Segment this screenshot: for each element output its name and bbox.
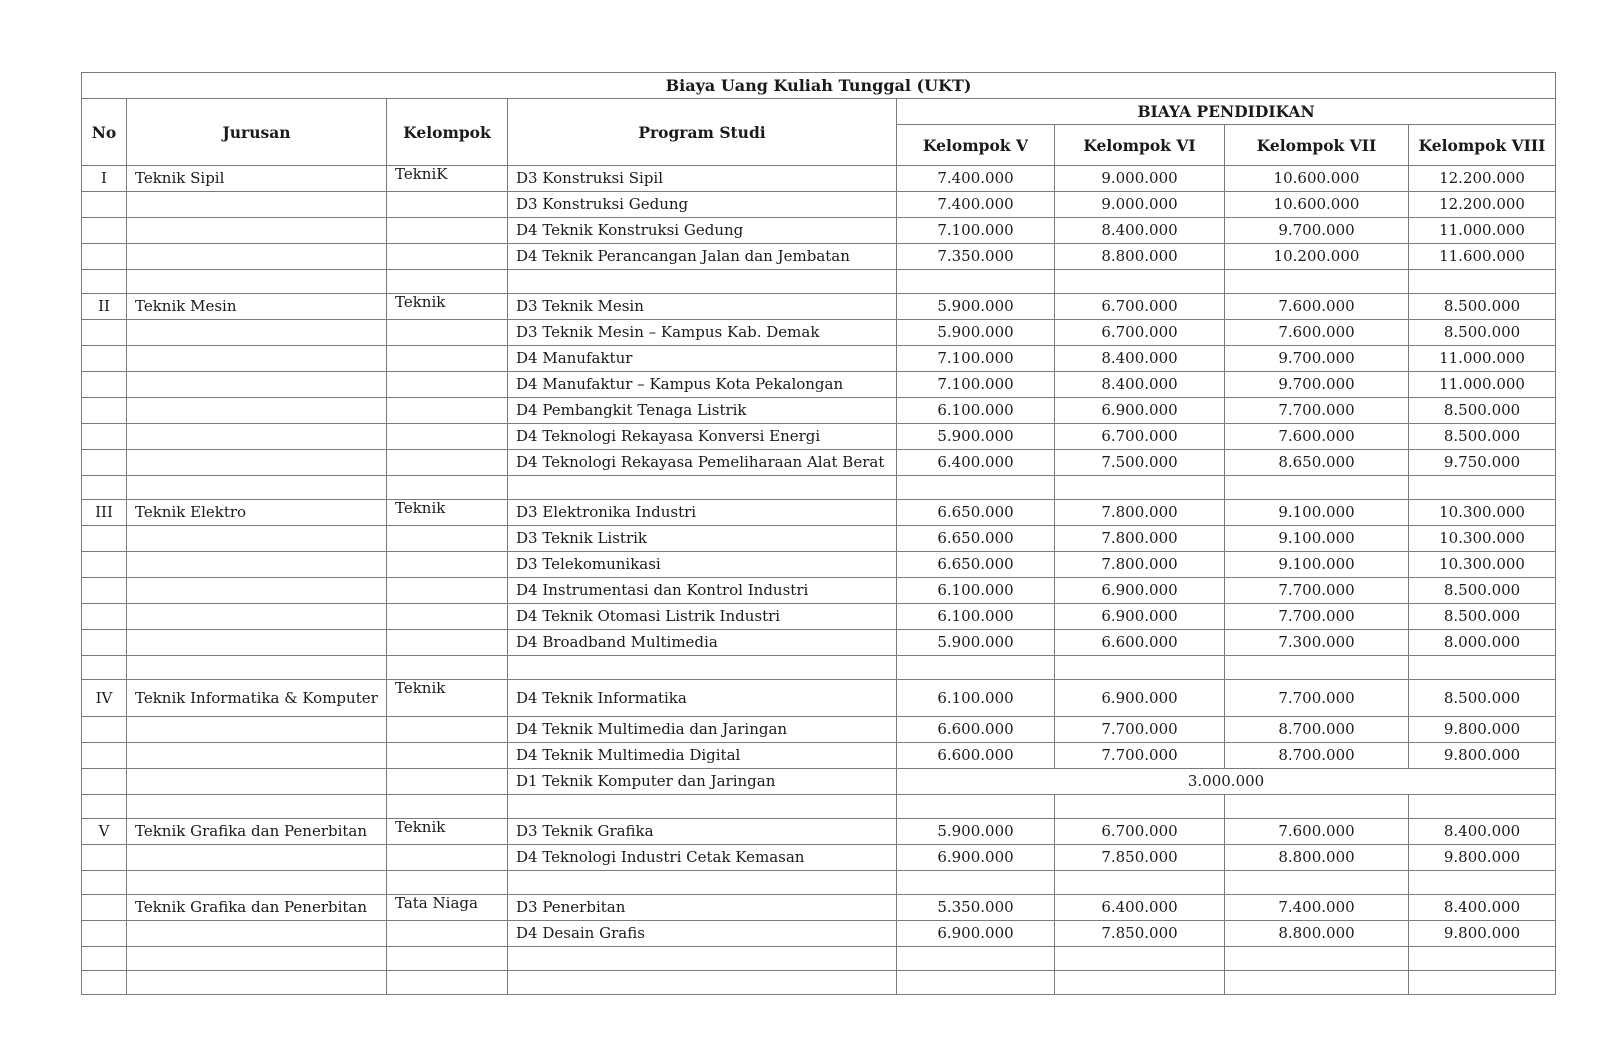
empty-cell [1055,656,1225,680]
cell-no [82,743,127,769]
cell-jurusan [127,320,387,346]
empty-cell [1225,476,1409,500]
cell-no [82,398,127,424]
cell-kelompok-v: 7.100.000 [897,218,1055,244]
cell-jurusan [127,630,387,656]
table-row [82,552,1556,578]
empty-cell [1225,971,1409,995]
cell-kelompok [387,398,508,424]
empty-cell [387,656,508,680]
empty-cell [387,947,508,971]
table-title: Biaya Uang Kuliah Tunggal (UKT) [82,73,1556,99]
cell-jurusan: Teknik Sipil [127,166,387,192]
cell-kelompok-viii: 11.600.000 [1409,244,1556,270]
cell-program-studi: D3 Penerbitan [508,895,897,921]
cell-no [82,552,127,578]
empty-cell [387,871,508,895]
cell-kelompok-vi: 8.400.000 [1055,346,1225,372]
cell-kelompok-vi: 7.700.000 [1055,717,1225,743]
cell-no [82,218,127,244]
cell-program-studi: D4 Teknik Konstruksi Gedung [508,218,897,244]
cell-kelompok-v: 5.900.000 [897,424,1055,450]
cell-jurusan [127,769,387,795]
cell-kelompok-vi: 6.600.000 [1055,630,1225,656]
empty-cell [82,795,127,819]
cell-program-studi: D1 Teknik Komputer dan Jaringan [508,769,897,795]
cell-kelompok-vi: 7.800.000 [1055,552,1225,578]
empty-cell [897,656,1055,680]
cell-program-studi: D4 Teknik Otomasi Listrik Industri [508,604,897,630]
header-kelompok-vii: Kelompok VII [1225,125,1409,166]
cell-kelompok-viii: 8.000.000 [1409,630,1556,656]
cell-program-studi: D4 Teknik Perancangan Jalan dan Jembatan [508,244,897,270]
empty-cell [1409,947,1556,971]
empty-cell [82,656,127,680]
cell-kelompok-vi: 6.400.000 [1055,895,1225,921]
empty-cell [82,971,127,995]
empty-cell [127,656,387,680]
cell-kelompok-vii: 7.700.000 [1225,680,1409,717]
empty-cell [1055,871,1225,895]
cell-kelompok-v: 6.100.000 [897,680,1055,717]
cell-program-studi: D4 Pembangkit Tenaga Listrik [508,398,897,424]
cell-kelompok-v: 6.100.000 [897,578,1055,604]
table-row [82,294,1556,320]
cell-kelompok-v: 6.900.000 [897,845,1055,871]
cell-kelompok-vii: 8.700.000 [1225,717,1409,743]
cell-no: V [82,819,127,845]
cell-kelompok-vi: 6.900.000 [1055,578,1225,604]
cell-kelompok-vii: 7.400.000 [1225,895,1409,921]
table-row [82,372,1556,398]
cell-kelompok-vii: 7.300.000 [1225,630,1409,656]
empty-cell [508,476,897,500]
header-kelompok-viii: Kelompok VIII [1409,125,1556,166]
cell-jurusan [127,604,387,630]
cell-kelompok-vi: 6.900.000 [1055,398,1225,424]
cell-program-studi: D3 Teknik Mesin – Kampus Kab. Demak [508,320,897,346]
cell-kelompok-vii: 7.600.000 [1225,424,1409,450]
cell-kelompok-viii: 11.000.000 [1409,346,1556,372]
empty-cell [897,971,1055,995]
cell-kelompok-vi: 8.800.000 [1055,244,1225,270]
cell-kelompok-v: 6.900.000 [897,921,1055,947]
cell-kelompok-v: 6.600.000 [897,743,1055,769]
cell-jurusan: Teknik Grafika dan Penerbitan [127,895,387,921]
cell-no [82,424,127,450]
table-row [82,743,1556,769]
empty-cell [387,971,508,995]
table-spacer-row [82,476,1556,500]
cell-kelompok-v: 6.600.000 [897,717,1055,743]
cell-kelompok-v: 6.100.000 [897,604,1055,630]
cell-program-studi: D4 Desain Grafis [508,921,897,947]
cell-kelompok-vii: 9.100.000 [1225,552,1409,578]
empty-cell [508,971,897,995]
cell-kelompok-v: 7.100.000 [897,372,1055,398]
empty-cell [508,270,897,294]
cell-kelompok [387,450,508,476]
empty-cell [1409,795,1556,819]
cell-program-studi: D4 Teknik Multimedia Digital [508,743,897,769]
cell-kelompok-viii: 10.300.000 [1409,552,1556,578]
header-kelompok: Kelompok [387,99,508,166]
cell-jurusan [127,450,387,476]
cell-no [82,244,127,270]
table-row [82,500,1556,526]
cell-kelompok-v: 5.900.000 [897,819,1055,845]
cell-kelompok-viii: 9.800.000 [1409,921,1556,947]
cell-kelompok-v: 5.900.000 [897,630,1055,656]
cell-kelompok [387,526,508,552]
empty-cell [387,476,508,500]
cell-no [82,717,127,743]
table-row [82,578,1556,604]
cell-no: IV [82,680,127,717]
cell-kelompok [387,192,508,218]
cell-program-studi: D3 Telekomunikasi [508,552,897,578]
header-biaya-pendidikan: BIAYA PENDIDIKAN [897,99,1556,125]
cell-kelompok-v: 6.650.000 [897,500,1055,526]
cell-kelompok-v: 7.100.000 [897,346,1055,372]
empty-cell [897,476,1055,500]
cell-kelompok-vi: 6.700.000 [1055,424,1225,450]
empty-cell [127,476,387,500]
empty-cell [1225,270,1409,294]
cell-program-studi: D3 Teknik Mesin [508,294,897,320]
cell-kelompok-vi: 7.850.000 [1055,845,1225,871]
empty-cell [387,795,508,819]
cell-no [82,921,127,947]
cell-kelompok-viii: 8.400.000 [1409,895,1556,921]
cell-kelompok [387,921,508,947]
cell-kelompok: Tata Niaga [387,895,508,921]
cell-kelompok: TekniK [387,166,508,192]
header-kelompok-v: Kelompok V [897,125,1055,166]
cell-program-studi: D4 Manufaktur – Kampus Kota Pekalongan [508,372,897,398]
header-program-studi: Program Studi [508,99,897,166]
cell-kelompok-vi: 7.800.000 [1055,500,1225,526]
empty-cell [897,270,1055,294]
cell-kelompok-vii: 8.800.000 [1225,845,1409,871]
cell-kelompok-viii: 9.750.000 [1409,450,1556,476]
cell-kelompok [387,604,508,630]
cell-kelompok-viii: 8.400.000 [1409,819,1556,845]
cell-program-studi: D3 Konstruksi Sipil [508,166,897,192]
cell-kelompok [387,769,508,795]
cell-biaya-merged: 3.000.000 [897,769,1556,795]
table-row [82,604,1556,630]
cell-kelompok-vi: 8.400.000 [1055,372,1225,398]
cell-kelompok-vii: 10.600.000 [1225,166,1409,192]
cell-no [82,604,127,630]
cell-kelompok-vii: 8.650.000 [1225,450,1409,476]
table-spacer-row [82,971,1556,995]
table-row [82,320,1556,346]
cell-kelompok [387,372,508,398]
table-spacer-row [82,656,1556,680]
table-spacer-row [82,795,1556,819]
cell-program-studi: D3 Konstruksi Gedung [508,192,897,218]
empty-cell [1409,476,1556,500]
cell-kelompok-v: 6.400.000 [897,450,1055,476]
table-spacer-row [82,270,1556,294]
cell-kelompok-vii: 8.800.000 [1225,921,1409,947]
empty-cell [508,947,897,971]
cell-kelompok [387,552,508,578]
cell-kelompok-vii: 9.100.000 [1225,500,1409,526]
cell-kelompok-v: 5.900.000 [897,320,1055,346]
cell-kelompok-vi: 6.700.000 [1055,320,1225,346]
cell-jurusan [127,346,387,372]
header-kelompok-vi: Kelompok VI [1055,125,1225,166]
cell-program-studi: D4 Broadband Multimedia [508,630,897,656]
table-row [82,424,1556,450]
cell-no: I [82,166,127,192]
cell-no [82,192,127,218]
empty-cell [1225,947,1409,971]
cell-kelompok [387,717,508,743]
cell-kelompok-vi: 7.800.000 [1055,526,1225,552]
table-row [82,244,1556,270]
cell-kelompok-viii: 8.500.000 [1409,320,1556,346]
cell-no [82,630,127,656]
empty-cell [387,270,508,294]
empty-cell [1055,947,1225,971]
cell-no [82,769,127,795]
table-row [82,346,1556,372]
cell-kelompok [387,218,508,244]
empty-cell [127,795,387,819]
table-row [82,717,1556,743]
empty-cell [508,871,897,895]
empty-cell [127,971,387,995]
cell-kelompok-viii: 12.200.000 [1409,192,1556,218]
empty-cell [1409,971,1556,995]
cell-kelompok-viii: 9.800.000 [1409,717,1556,743]
header-jurusan: Jurusan [127,99,387,166]
cell-program-studi: D4 Teknologi Industri Cetak Kemasan [508,845,897,871]
cell-program-studi: D4 Manufaktur [508,346,897,372]
cell-jurusan [127,192,387,218]
cell-kelompok-vi: 6.700.000 [1055,294,1225,320]
table-row [82,166,1556,192]
cell-jurusan: Teknik Elektro [127,500,387,526]
cell-kelompok-viii: 9.800.000 [1409,743,1556,769]
cell-program-studi: D3 Teknik Grafika [508,819,897,845]
cell-jurusan [127,552,387,578]
cell-kelompok: Teknik [387,680,508,717]
cell-kelompok-viii: 8.500.000 [1409,398,1556,424]
cell-kelompok-v: 6.650.000 [897,526,1055,552]
cell-kelompok-vii: 10.200.000 [1225,244,1409,270]
empty-cell [1409,871,1556,895]
table-row [82,526,1556,552]
empty-cell [127,947,387,971]
cell-kelompok-vii: 7.600.000 [1225,320,1409,346]
cell-kelompok-vii: 8.700.000 [1225,743,1409,769]
cell-jurusan: Teknik Mesin [127,294,387,320]
cell-kelompok-vi: 6.700.000 [1055,819,1225,845]
empty-cell [1055,270,1225,294]
table-row [82,680,1556,717]
empty-cell [1055,795,1225,819]
cell-kelompok-vii: 9.700.000 [1225,218,1409,244]
cell-program-studi: D3 Elektronika Industri [508,500,897,526]
table-row [82,819,1556,845]
cell-kelompok-viii: 10.300.000 [1409,500,1556,526]
empty-cell [1409,270,1556,294]
table-row [82,630,1556,656]
empty-cell [127,871,387,895]
table-body [82,166,1556,995]
cell-jurusan [127,526,387,552]
cell-no [82,526,127,552]
cell-kelompok-v: 6.100.000 [897,398,1055,424]
cell-jurusan [127,845,387,871]
empty-cell [82,270,127,294]
cell-jurusan [127,921,387,947]
cell-kelompok [387,845,508,871]
empty-cell [897,795,1055,819]
cell-kelompok-vi: 7.500.000 [1055,450,1225,476]
cell-kelompok-vii: 10.600.000 [1225,192,1409,218]
cell-kelompok-vi: 7.700.000 [1055,743,1225,769]
empty-cell [897,947,1055,971]
empty-cell [1055,476,1225,500]
cell-kelompok-v: 5.350.000 [897,895,1055,921]
cell-kelompok-vi: 9.000.000 [1055,192,1225,218]
cell-kelompok-viii: 8.500.000 [1409,680,1556,717]
empty-cell [508,795,897,819]
cell-kelompok-vi: 6.900.000 [1055,680,1225,717]
empty-cell [897,871,1055,895]
empty-cell [82,476,127,500]
cell-no [82,320,127,346]
cell-kelompok: Teknik [387,294,508,320]
cell-kelompok-viii: 8.500.000 [1409,578,1556,604]
cell-kelompok [387,320,508,346]
cell-no [82,450,127,476]
cell-kelompok-vii: 7.700.000 [1225,578,1409,604]
cell-jurusan [127,424,387,450]
cell-kelompok-vi: 6.900.000 [1055,604,1225,630]
cell-jurusan: Teknik Grafika dan Penerbitan [127,819,387,845]
table-row [82,769,1556,795]
table-row [82,845,1556,871]
empty-cell [127,270,387,294]
cell-kelompok [387,578,508,604]
cell-kelompok [387,743,508,769]
cell-jurusan [127,398,387,424]
cell-kelompok-vi: 8.400.000 [1055,218,1225,244]
cell-program-studi: D3 Teknik Listrik [508,526,897,552]
cell-kelompok-vii: 7.600.000 [1225,819,1409,845]
cell-program-studi: D4 Teknologi Rekayasa Pemeliharaan Alat Berat [508,450,897,476]
empty-cell [508,656,897,680]
table-spacer-row [82,947,1556,971]
cell-kelompok [387,244,508,270]
table-row [82,921,1556,947]
cell-kelompok-vii: 9.700.000 [1225,346,1409,372]
cell-kelompok [387,630,508,656]
cell-kelompok-v: 6.650.000 [897,552,1055,578]
cell-kelompok-viii: 8.500.000 [1409,604,1556,630]
empty-cell [1055,971,1225,995]
cell-program-studi: D4 Instrumentasi dan Kontrol Industri [508,578,897,604]
cell-no: II [82,294,127,320]
empty-cell [1409,656,1556,680]
cell-kelompok-viii: 8.500.000 [1409,294,1556,320]
table-row [82,450,1556,476]
table-spacer-row [82,871,1556,895]
cell-kelompok-vi: 9.000.000 [1055,166,1225,192]
cell-kelompok-v: 7.400.000 [897,192,1055,218]
cell-jurusan: Teknik Informatika & Komputer [127,680,387,717]
table-row [82,895,1556,921]
cell-kelompok [387,346,508,372]
empty-cell [82,947,127,971]
cell-no [82,346,127,372]
cell-kelompok-vii: 9.100.000 [1225,526,1409,552]
cell-program-studi: D4 Teknik Multimedia dan Jaringan [508,717,897,743]
cell-kelompok [387,424,508,450]
cell-no: III [82,500,127,526]
cell-program-studi: D4 Teknik Informatika [508,680,897,717]
cell-kelompok-v: 7.350.000 [897,244,1055,270]
cell-jurusan [127,743,387,769]
cell-kelompok-viii: 11.000.000 [1409,372,1556,398]
cell-program-studi: D4 Teknologi Rekayasa Konversi Energi [508,424,897,450]
cell-kelompok-vii: 9.700.000 [1225,372,1409,398]
cell-kelompok: Teknik [387,819,508,845]
cell-kelompok: Teknik [387,500,508,526]
empty-cell [1225,656,1409,680]
cell-jurusan [127,372,387,398]
cell-jurusan [127,578,387,604]
table-row [82,398,1556,424]
cell-jurusan [127,717,387,743]
cell-no [82,578,127,604]
empty-cell [1225,871,1409,895]
cell-kelompok-viii: 9.800.000 [1409,845,1556,871]
cell-kelompok-vii: 7.700.000 [1225,398,1409,424]
empty-cell [82,871,127,895]
cell-kelompok-viii: 12.200.000 [1409,166,1556,192]
cell-kelompok-v: 5.900.000 [897,294,1055,320]
empty-cell [1225,795,1409,819]
table-row [82,192,1556,218]
cell-kelompok-vi: 7.850.000 [1055,921,1225,947]
cell-no [82,845,127,871]
ukt-table [81,72,1556,995]
cell-no [82,895,127,921]
cell-kelompok-viii: 11.000.000 [1409,218,1556,244]
cell-no [82,372,127,398]
cell-jurusan [127,244,387,270]
cell-kelompok-viii: 10.300.000 [1409,526,1556,552]
table-row [82,218,1556,244]
cell-kelompok-vii: 7.700.000 [1225,604,1409,630]
header-no: No [82,99,127,166]
cell-kelompok-vii: 7.600.000 [1225,294,1409,320]
cell-kelompok-viii: 8.500.000 [1409,424,1556,450]
cell-kelompok-v: 7.400.000 [897,166,1055,192]
cell-jurusan [127,218,387,244]
